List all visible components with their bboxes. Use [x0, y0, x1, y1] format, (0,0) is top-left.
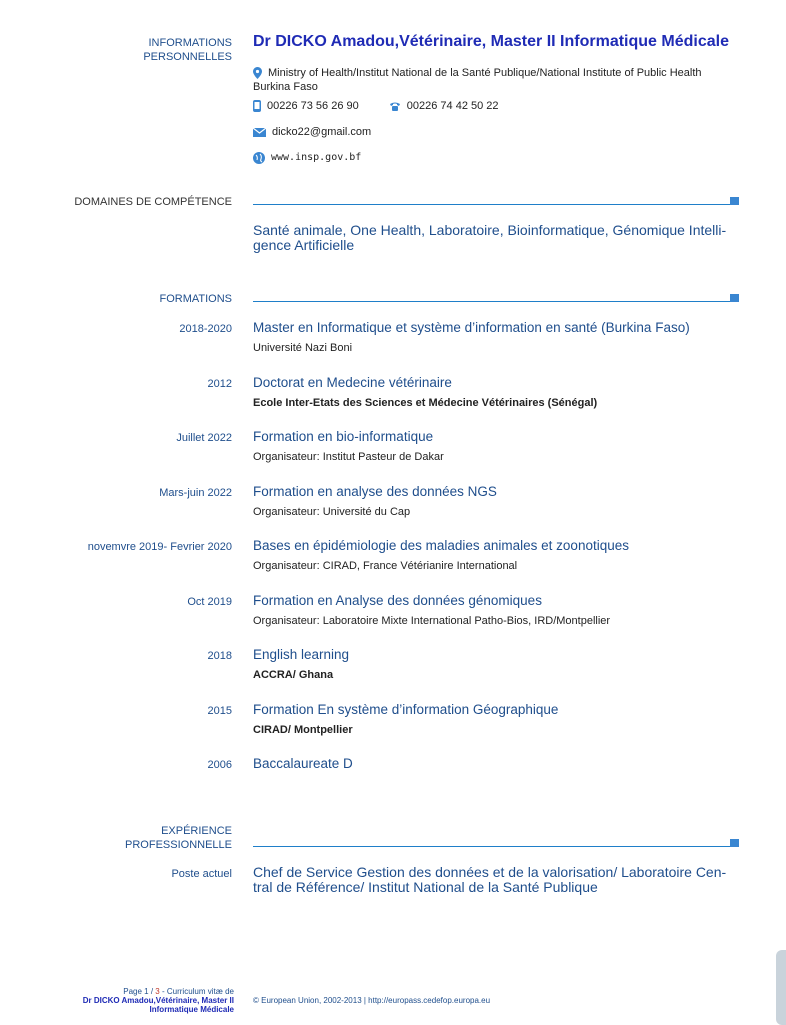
mobile-number[interactable]: 00226 73 56 26 90 — [267, 100, 359, 112]
website-link[interactable]: www.insp.gov.bf — [271, 152, 362, 163]
formation-institution: ACCRA/ Ghana — [253, 669, 334, 681]
formation-entry — [253, 538, 743, 573]
formation-date: 2018-2020 — [179, 323, 232, 335]
envelope-icon — [253, 128, 266, 137]
formations-divider-marker — [730, 294, 739, 302]
address — [253, 66, 702, 94]
formation-entry — [253, 756, 743, 772]
formation-date: 2015 — [207, 704, 232, 717]
formation-date: Mars-juin 2022 — [159, 486, 232, 499]
skills-label: DOMAINES DE COMPÉTENCE — [74, 196, 232, 208]
footer-page-info — [4, 987, 234, 1014]
formation-title: Bases en épidémiologie des maladies animales et zoonotiques — [253, 538, 629, 553]
formation-entry — [253, 320, 743, 355]
footer-name-line2: Informatique Médicale — [149, 1005, 234, 1014]
formation-title: English learning — [253, 647, 350, 662]
formation-institution: Organisateur: Institut Pasteur de Dakar — [253, 451, 444, 463]
experience-text — [253, 865, 743, 895]
formation-title: Formation en analyse des données NGS — [253, 483, 497, 499]
formation-entry — [253, 702, 743, 737]
formations-label: FORMATIONS — [159, 293, 232, 305]
formation-title: Formation en Analyse des données génomiques — [253, 592, 542, 608]
formation-entry — [253, 375, 743, 410]
skills-text-line1: Santé animale, One Health, Laboratoire, Bioinformatique, Génomique Intelli- — [253, 222, 727, 238]
email-address[interactable]: dicko22@gmail.com — [272, 126, 372, 138]
experience-label-line2: PROFESSIONNELLE — [125, 839, 232, 851]
experience-label-line1: EXPÉRIENCE — [161, 825, 232, 837]
telephone-icon — [389, 101, 401, 111]
skills-divider — [253, 204, 730, 205]
formation-date: 2012 — [207, 377, 232, 390]
experience-divider — [253, 846, 730, 847]
experience-text-line2: tral de Référence/ Institut National de la Santé Publique — [253, 879, 598, 895]
formation-institution: Université Nazi Boni — [253, 342, 353, 354]
footer-page-prefix: Page 1 / — [123, 987, 156, 996]
experience-divider-marker — [730, 839, 739, 847]
formation-institution: Organisateur: Laboratoire Mixte International Patho-Bios, IRD/Montpellier — [253, 614, 611, 627]
skills-divider-marker — [730, 197, 739, 205]
formation-institution: CIRAD/ Montpellier — [253, 723, 353, 736]
candidate-name: Dr DICKO Amadou,Vétérinaire, Master II Informatique Médicale — [253, 33, 729, 50]
formation-institution: Organisateur: Université du Cap — [253, 505, 411, 518]
formation-date: 2018 — [207, 650, 232, 662]
formation-title: Doctorat en Medecine vétérinaire — [253, 374, 452, 390]
personal-info-label-line1: INFORMATIONS — [148, 37, 232, 49]
mobile-phone-icon — [253, 100, 261, 112]
footer-copyright: © European Union, 2002-2013 | http://europass.cedefop.europa.eu — [253, 996, 491, 1005]
website-row — [253, 151, 361, 165]
email-row — [253, 125, 371, 139]
skills-text — [253, 223, 743, 253]
formation-date: 2006 — [207, 759, 232, 771]
formation-title: Baccalaureate D — [253, 756, 353, 771]
formation-date: Oct 2019 — [187, 595, 232, 608]
scroll-edge-tab[interactable] — [776, 950, 786, 1025]
formation-date: novemvre 2019- Fevrier 2020 — [87, 541, 232, 553]
globe-icon — [253, 152, 265, 164]
formation-entry — [253, 429, 743, 464]
formation-title: Master en Informatique et système d’information en santé (Burkina Faso) — [253, 320, 690, 335]
formation-date: Juillet 2022 — [176, 432, 232, 444]
personal-info-label — [12, 36, 232, 64]
experience-date: Poste actuel — [171, 868, 232, 880]
personal-info-label-line2: PERSONNELLES — [143, 51, 232, 63]
footer-page-total: 3 — [155, 987, 160, 996]
formation-institution: Organisateur: CIRAD, France Vétérianire International — [253, 560, 518, 572]
experience-label — [12, 824, 232, 852]
formation-institution: Ecole Inter-Etats des Sciences et Médecine Vétérinaires (Sénégal) — [253, 396, 598, 409]
formation-entry — [253, 647, 743, 682]
phone-row — [253, 99, 499, 113]
formation-entry — [253, 484, 743, 519]
footer-page-suffix: - Curriculum vitæ de — [159, 987, 234, 996]
phone-number[interactable]: 00226 74 42 50 22 — [406, 100, 499, 112]
address-line2: Burkina Faso — [253, 81, 318, 93]
address-line1: Ministry of Health/Institut National de la Santé Publique/National Institute of Public Health — [268, 67, 702, 79]
formation-entry — [253, 593, 743, 628]
skills-text-line2: gence Artificielle — [253, 237, 355, 253]
experience-text-line1: Chef de Service Gestion des données et de la valorisation/ Laboratoire Cen- — [253, 864, 727, 880]
formation-title: Formation en bio-informatique — [253, 429, 434, 444]
footer-name-line1: Dr DICKO Amadou,Vétérinaire, Master II — [82, 996, 234, 1005]
formation-title: Formation En système d’information Géographique — [253, 701, 559, 717]
map-pin-icon — [253, 67, 262, 79]
formations-divider — [253, 301, 730, 302]
